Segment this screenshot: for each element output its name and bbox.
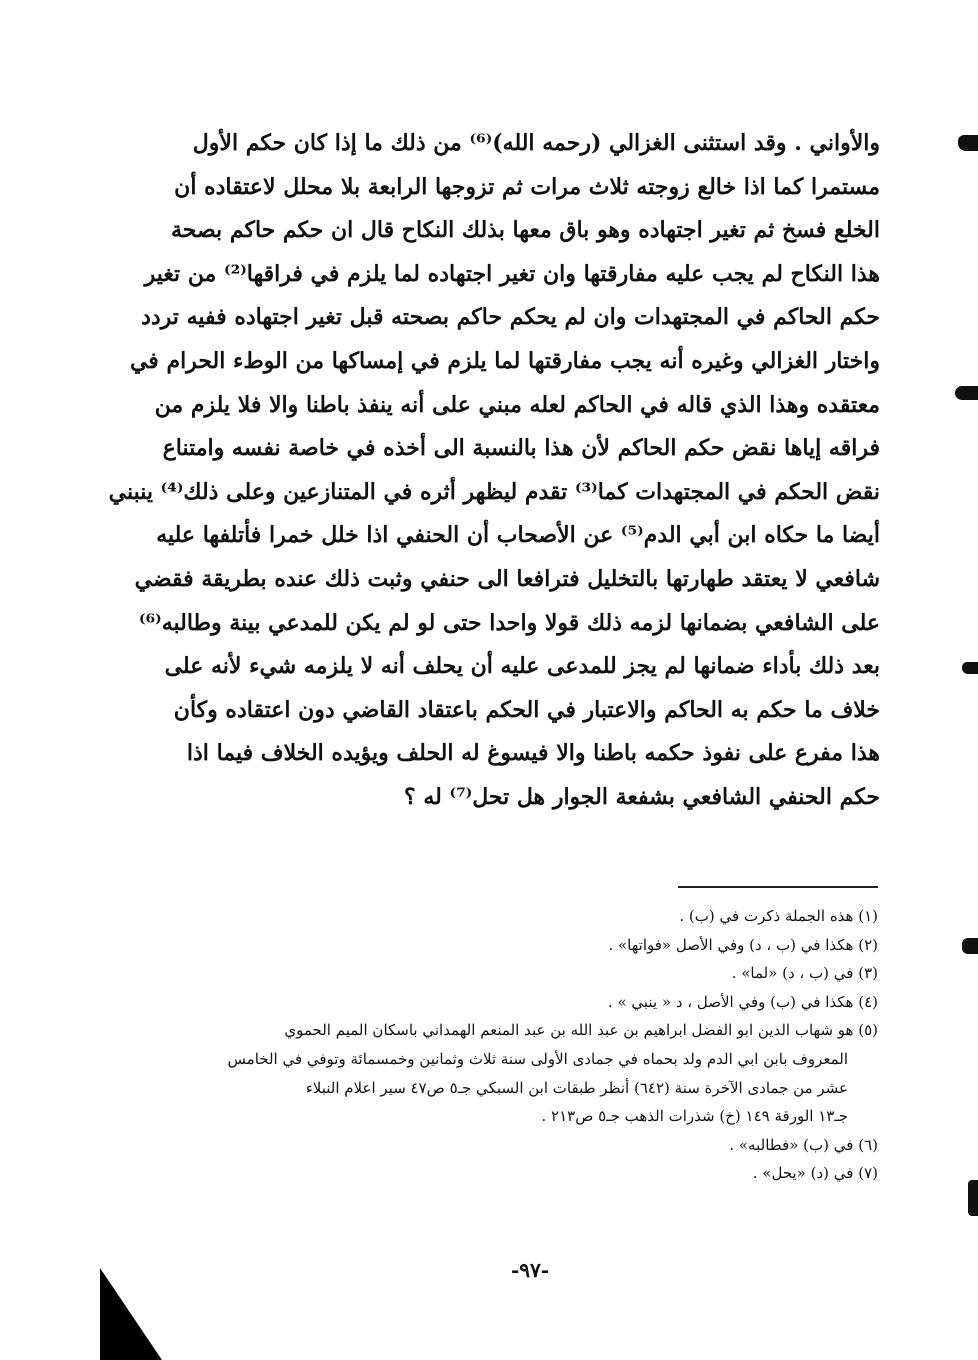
main-text-line: فراقه إياها نقض حكم الحاكم لأن هذا بالنسبة الى أخذه في خاصة نفسه وامتناع [162, 435, 880, 462]
footnotes-section [180, 902, 878, 1188]
margin-mark-footnote-right [962, 938, 978, 954]
footnote-item: (٧) في (د) «يحل» . [752, 1164, 878, 1183]
main-text-line: شافعي لا يعتقد طهارتها بالتخليل فترافعا الى حنفي وثبت ذلك عنده بطريقة فقضي [134, 565, 880, 592]
main-text-line: بعد ذلك بأداء ضمانها لم يجز للمدعى عليه أن يحلف أنه لا يلزمه شيء لأنه على [164, 653, 880, 680]
main-text-line: والأواني . وقد استثنى الغزالي (رحمه الله)⁽⁶⁾ من ذلك ما إذا كان حكم الأول [192, 130, 880, 156]
footnote-continuation: عشر من جمادى الآخرة سنة (٦٤٢) أنظر طبقات ابن السبكي جـ٥ ص٤٧ سير اعلام النبلاء [305, 1078, 848, 1097]
main-text-line: الخلع فسخ ثم تغير اجتهاده وهو باق معها بذلك النكاح قال ان حكم حاكم بصحة [170, 217, 880, 244]
footnote-item: (٤) هكذا في (ب) وفي الأصل ، د « ينبي » . [607, 992, 878, 1011]
main-text-line: واختار الغزالي وغيره أنه يجب مفارقتها لما يلزم في إمساكها من الوطء الحرام في [129, 347, 880, 374]
margin-mark-top-right [958, 135, 978, 151]
page-number: -٩٧- [510, 1258, 550, 1282]
main-text-line: مستمرا كما اذا خالع زوجته ثلاث مرات ثم تزوجها الرابعة بلا محلل لاعتقاده أن [174, 173, 880, 200]
main-text-line: على الشافعي بضمانها لزمه ذلك قولا واحدا حتى لو لم يكن للمدعي بينة وطالبه⁽⁶⁾ [138, 609, 880, 636]
margin-mark-bottom-right [968, 1180, 978, 1216]
main-text-line: معتقده وهذا الذي قاله في الحاكم لعله مبني على أنه ينفذ باطنا والا فلا يلزم من [154, 391, 880, 418]
main-text-line: هذا مفرع على نفوذ حكمه باطنا والا فيسوغ له الحلف ويؤيده الخلاف فيما اذا [186, 740, 880, 767]
footnote-continuation: جـ١٣ الورقة ١٤٩ (خ) شذرات الذهب جـ٥ ص٢١٣ . [541, 1107, 848, 1126]
footnote-item: (١) هذه الجملة ذكرت في (ب) . [679, 907, 878, 925]
main-text-line: هذا النكاح لم يجب عليه مفارقتها وان تغير اجتهاده لما يلزم في فراقها⁽²⁾ من تغير [144, 260, 880, 287]
main-text-line: حكم الحاكم في المجتهدات وان لم يحكم حاكم بصحته قبل تغير اجتهاده ففيه تردد [141, 304, 880, 331]
footnote-divider [678, 886, 878, 888]
main-text-line: نقض الحكم في المجتهدات كما⁽³⁾ تقدم ليظهر أثره في المتنازعين وعلى ذلك⁽⁴⁾ ينبني [108, 478, 880, 505]
footnote-continuation: المعروف بابن ابي الدم ولد بحماه في جمادى الأولى سنة ثلاث وثمانين وخمسمائة وتوفي في الخامس [227, 1049, 848, 1068]
margin-mark-middle-right [955, 386, 978, 400]
footnote-item: (٢) هكذا في (ب ، د) وفي الأصل «فواتها» . [608, 935, 878, 954]
main-text-line: خلاف ما حكم به الحاكم والاعتبار في الحكم باعتقاد القاضي دون اعتقاده وكأن [173, 696, 880, 723]
margin-mark-lower-right [962, 662, 978, 674]
footnote-item: (٦) في (ب) «فطالبه» . [729, 1135, 878, 1154]
footnote-item: (٥) هو شهاب الدين ابو الفضل ابراهيم بن عبد الله بن عبد المنعم الهمداني باسكان الميم الحموي [284, 1021, 878, 1040]
main-text-body [108, 122, 880, 820]
corner-triangle-mark [100, 1268, 162, 1360]
main-text-line: حكم الحنفي الشافعي بشفعة الجوار هل تحل⁽⁷⁾ له ؟ [404, 783, 880, 810]
main-text-line: أيضا ما حكاه ابن أبي الدم⁽⁵⁾ عن الأصحاب أن الحنفي اذا خلل خمرا فأتلفها عليه [156, 522, 880, 549]
footnote-item: (٣) في (ب ، د) «لما» . [731, 964, 878, 983]
